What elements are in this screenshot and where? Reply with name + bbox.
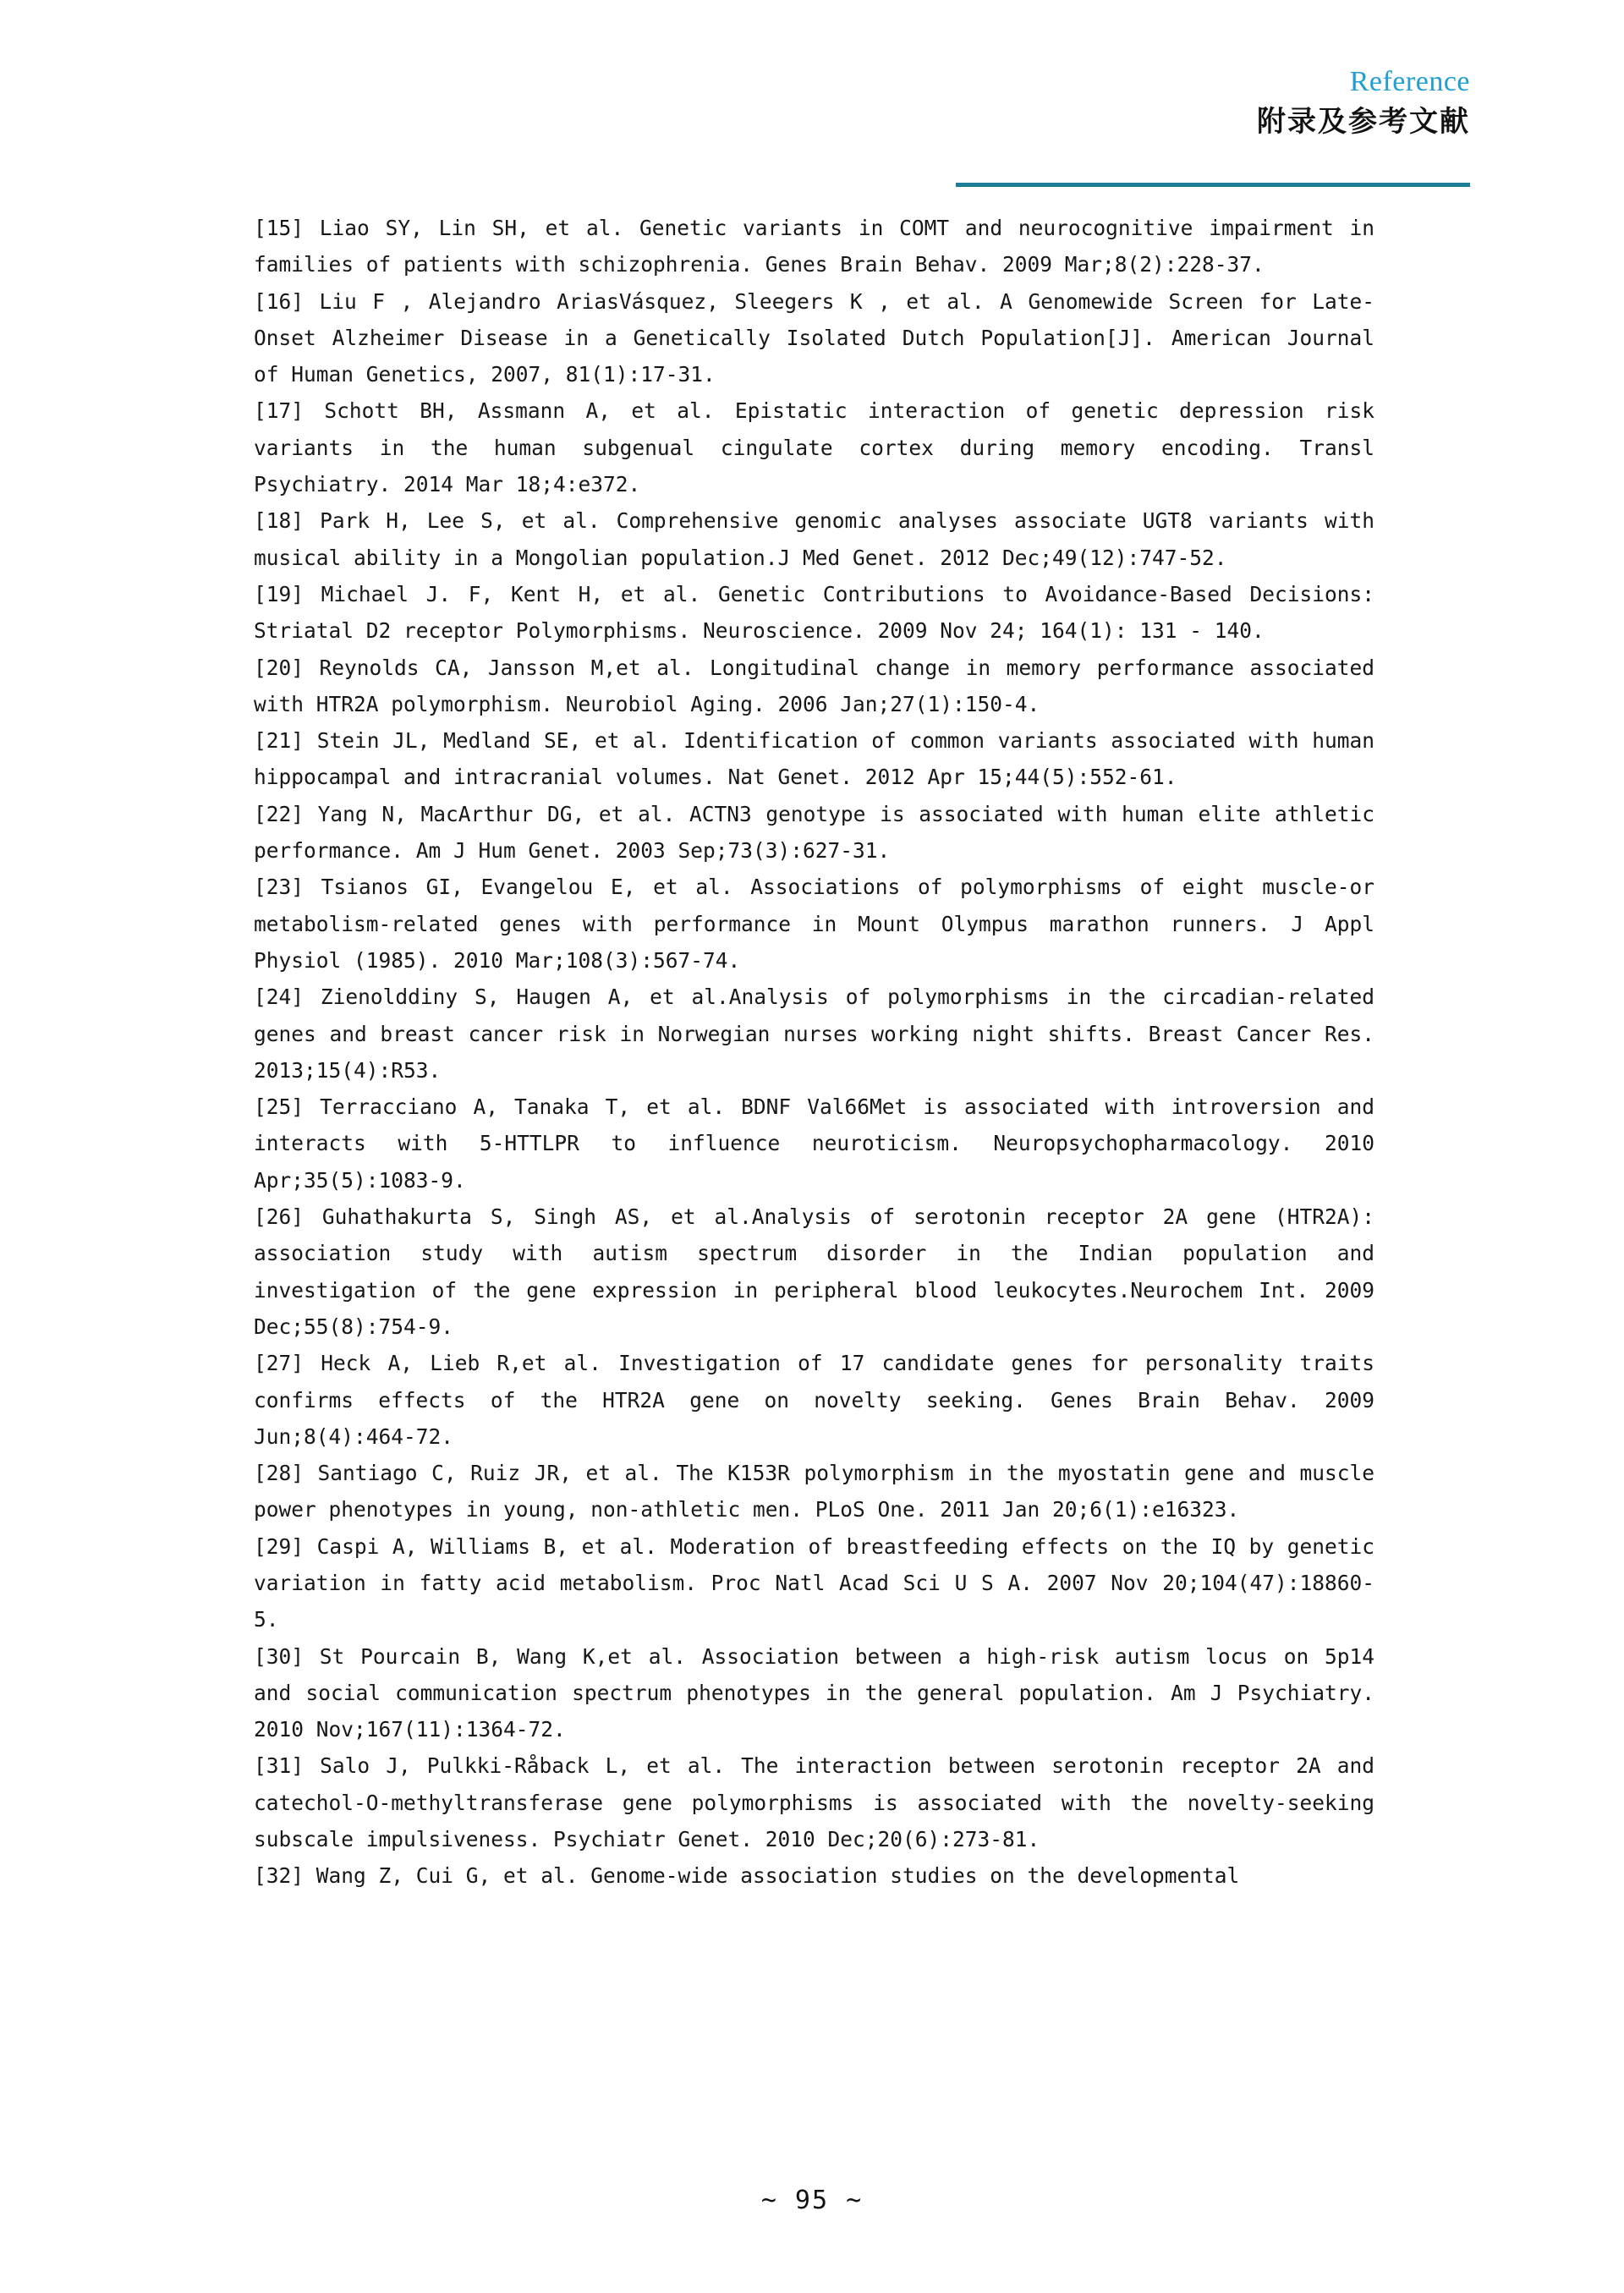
reference-entry: [24] Zienolddiny S, Haugen A, et al.Analysis of polymorphisms in the circadian-related genes and breast cancer risk in Norwegian nurses working night shifts. Breast Cancer Res. 2013;15(4):R53. [254,985,1374,1083]
header-title-chinese: 附录及参考文献 [1257,105,1470,140]
reference-entry: [20] Reynolds CA, Jansson M,et al. Longitudinal change in memory performance associated with HTR2A polymorphism. Neurobiol Aging. 2006 Jan;27(1):150-4. [254,655,1374,716]
reference-entry: [18] Park H, Lee S, et al. Comprehensive genomic analyses associate UGT8 variants with musical ability in a Mongolian population.J Med Genet. 2012 Dec;49(12):747-52. [254,508,1374,570]
reference-entry: [25] Terracciano A, Tanaka T, et al. BDNF Val66Met is associated with introversion and interacts with 5-HTTLPR to influence neuroticism. Neuropsychopharmacology. 2010 Apr;35(5):1083-9. [254,1094,1374,1193]
page-header [827,66,1470,139]
reference-entry: [17] Schott BH, Assmann A, et al. Epistatic interaction of genetic depression risk variants in the human subgenual cingulate cortex during memory encoding. Transl Psychiatry. 2014 Mar 18;4:e372. [254,398,1374,497]
reference-entry: [22] Yang N, MacArthur DG, et al. ACTN3 genotype is associated with human elite athletic performance. Am J Hum Genet. 2003 Sep;73(3):627-31. [254,801,1374,864]
reference-entry: [26] Guhathakurta S, Singh AS, et al.Analysis of serotonin receptor 2A gene (HTR2A): association study with autism spectrum disorder in the Indian population and investigation of the gene expression in peripheral blood leukocytes.Neurochem Int. 2009 Dec;55(8):754-9. [254,1204,1374,1339]
reference-list [254,210,1374,1895]
page-number: ~ 95 ~ [760,2186,864,2215]
reference-entry: [21] Stein JL, Medland SE, et al. Identification of common variants associated with human hippocampal and intracranial volumes. Nat Genet. 2012 Apr 15;44(5):552-61. [254,728,1374,790]
reference-entry: [32] Wang Z, Cui G, et al. Genome-wide association studies on the developmental [254,1863,1240,1889]
reference-entry: [31] Salo J, Pulkki-Råback L, et al. The interaction between serotonin receptor 2A and catechol-O-methyltransferase gene polymorphisms is associated with the novelty-seeking subscale impulsiveness. Psychiatr Genet. 2010 Dec;20(6):273-81. [254,1753,1374,1852]
reference-entry: [23] Tsianos GI, Evangelou E, et al. Associations of polymorphisms of eight muscle-or metabolism-related genes with performance in Mount Olympus marathon runners. J Appl Physiol (1985). 2010 Mar;108(3):567-74. [254,875,1374,973]
header-divider [956,183,1470,187]
reference-entry: [27] Heck A, Lieb R,et al. Investigation of 17 candidate genes for personality traits confirms effects of the HTR2A gene on novelty seeking. Genes Brain Behav. 2009 Jun;8(4):464-72. [254,1351,1374,1449]
reference-entry: [28] Santiago C, Ruiz JR, et al. The K153R polymorphism in the myostatin gene and muscle power phenotypes in young, non-athletic men. PLoS One. 2011 Jan 20;6(1):e16323. [254,1461,1374,1522]
header-title-english: Reference [1349,66,1470,97]
reference-entry: [19] Michael J. F, Kent H, et al. Genetic Contributions to Avoidance-Based Decisions: Striatal D2 receptor Polymorphisms. Neuroscience. 2009 Nov 24; 164(1): 131 - 140. [254,581,1374,644]
reference-entry: [30] St Pourcain B, Wang K,et al. Association between a high-risk autism locus on 5p14 and social communication spectrum phenotypes in the general population. Am J Psychiatry. 2010 Nov;167(11):1364-72. [254,1643,1374,1742]
reference-entry: [29] Caspi A, Williams B, et al. Moderation of breastfeeding effects on the IQ by genetic variation in fatty acid metabolism. Proc Natl Acad Sci U S A. 2007 Nov 20;104(47):18860-5. [254,1533,1374,1632]
reference-entry: [16] Liu F , Alejandro AriasVásquez, Sleegers K , et al. A Genomewide Screen for Late-Onset Alzheimer Disease in a Genetically Isolated Dutch Population[J]. American Journal of Human Genetics, 2007, 81(1):17-31. [254,288,1374,387]
reference-entry: [15] Liao SY, Lin SH, et al. Genetic variants in COMT and neurocognitive impairment in families of patients with schizophrenia. Genes Brain Behav. 2009 Mar;8(2):228-37. [254,216,1374,277]
